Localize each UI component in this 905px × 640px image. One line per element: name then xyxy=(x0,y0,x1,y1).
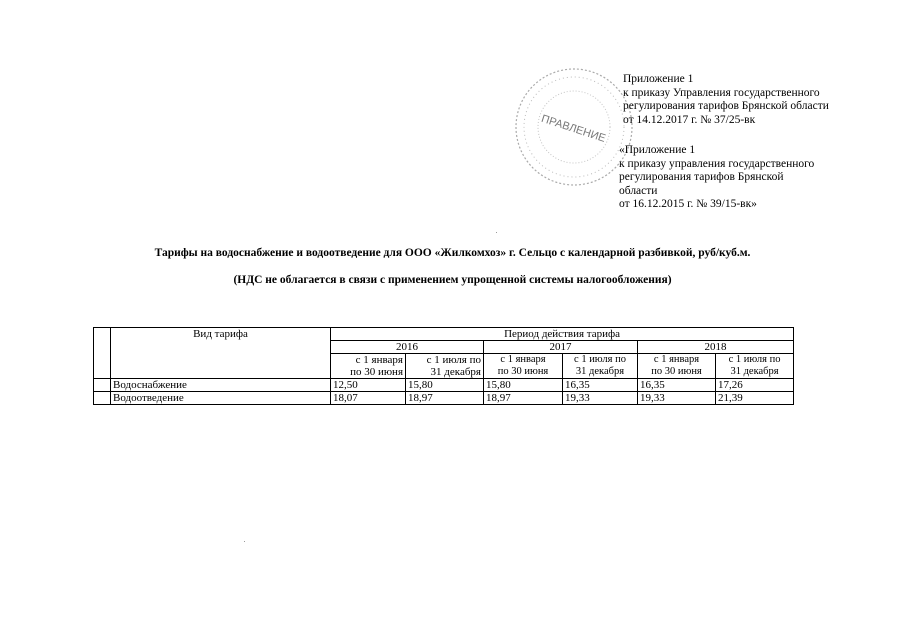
period-header: с 1 июля по 31 декабря xyxy=(406,354,484,379)
appendix-line: к приказу управления государственного xyxy=(619,157,815,170)
appendix-previous xyxy=(619,144,814,212)
tariff-name: Водоотведение xyxy=(111,392,331,405)
table-row xyxy=(94,392,794,405)
period-header: с 1 января по 30 июня xyxy=(484,354,563,379)
row-marker-cell xyxy=(94,328,111,379)
tariff-value: 19,33 xyxy=(638,392,716,405)
period-header: с 1 июля по 31 декабря xyxy=(716,354,794,379)
tariff-value: 12,50 xyxy=(331,379,406,392)
tariff-value: 15,80 xyxy=(406,379,484,392)
tariff-value: 17,26 xyxy=(716,379,794,392)
stamp-text: ПРАВЛЕНИЕ xyxy=(539,112,608,145)
appendix-current xyxy=(623,73,829,127)
tariff-value: 16,35 xyxy=(638,379,716,392)
period-header: с 1 января по 30 июня xyxy=(638,354,716,379)
tariff-value: 15,80 xyxy=(484,379,563,392)
tariff-value: 19,33 xyxy=(563,392,638,405)
tariff-value: 18,97 xyxy=(484,392,563,405)
appendix-line: регулирования тарифов Брянской xyxy=(619,171,784,183)
period-header: с 1 июля по 31 декабря xyxy=(563,354,638,379)
tariff-value: 16,35 xyxy=(563,379,638,392)
appendix-line: «Приложение 1 xyxy=(619,144,696,156)
row-marker-cell xyxy=(94,379,111,392)
appendix-line: регулирования тарифов Брянской области xyxy=(623,100,829,112)
appendix-line: к приказу Управления государственного xyxy=(623,86,820,99)
tariff-value: 18,97 xyxy=(406,392,484,405)
appendix-line: от 16.12.2015 г. № 39/15-вк» xyxy=(619,198,757,210)
period-header: с 1 января по 30 июня xyxy=(331,354,406,379)
tariff-value: 18,07 xyxy=(331,392,406,405)
scan-speck xyxy=(244,541,245,542)
year-header-2017: 2017 xyxy=(484,341,638,354)
tariff-value: 21,39 xyxy=(716,392,794,405)
official-stamp xyxy=(512,62,636,192)
tariff-table xyxy=(93,327,794,405)
document-subtitle: (НДС не облагается в связи с применением упрощенной системы налогообложения) xyxy=(233,274,672,286)
tariff-name: Водоснабжение xyxy=(111,379,331,392)
col-header-period: Период действия тарифа xyxy=(331,328,794,341)
scan-speck xyxy=(496,232,497,233)
row-marker-cell xyxy=(94,392,111,405)
table-row xyxy=(94,379,794,392)
appendix-line: области xyxy=(619,184,658,197)
col-header-tariff-type: Вид тарифа xyxy=(111,328,331,379)
appendix-line: от 14.12.2017 г. № 37/25-вк xyxy=(623,113,756,126)
year-header-2018: 2018 xyxy=(638,341,794,354)
document-title: Тарифы на водоснабжение и водоотведение для ООО «Жилкомхоз» г. Сельцо с календарной разбивкой, руб/куб.м. xyxy=(154,247,751,259)
appendix-line: Приложение 1 xyxy=(623,73,694,85)
year-header-2016: 2016 xyxy=(331,341,484,354)
